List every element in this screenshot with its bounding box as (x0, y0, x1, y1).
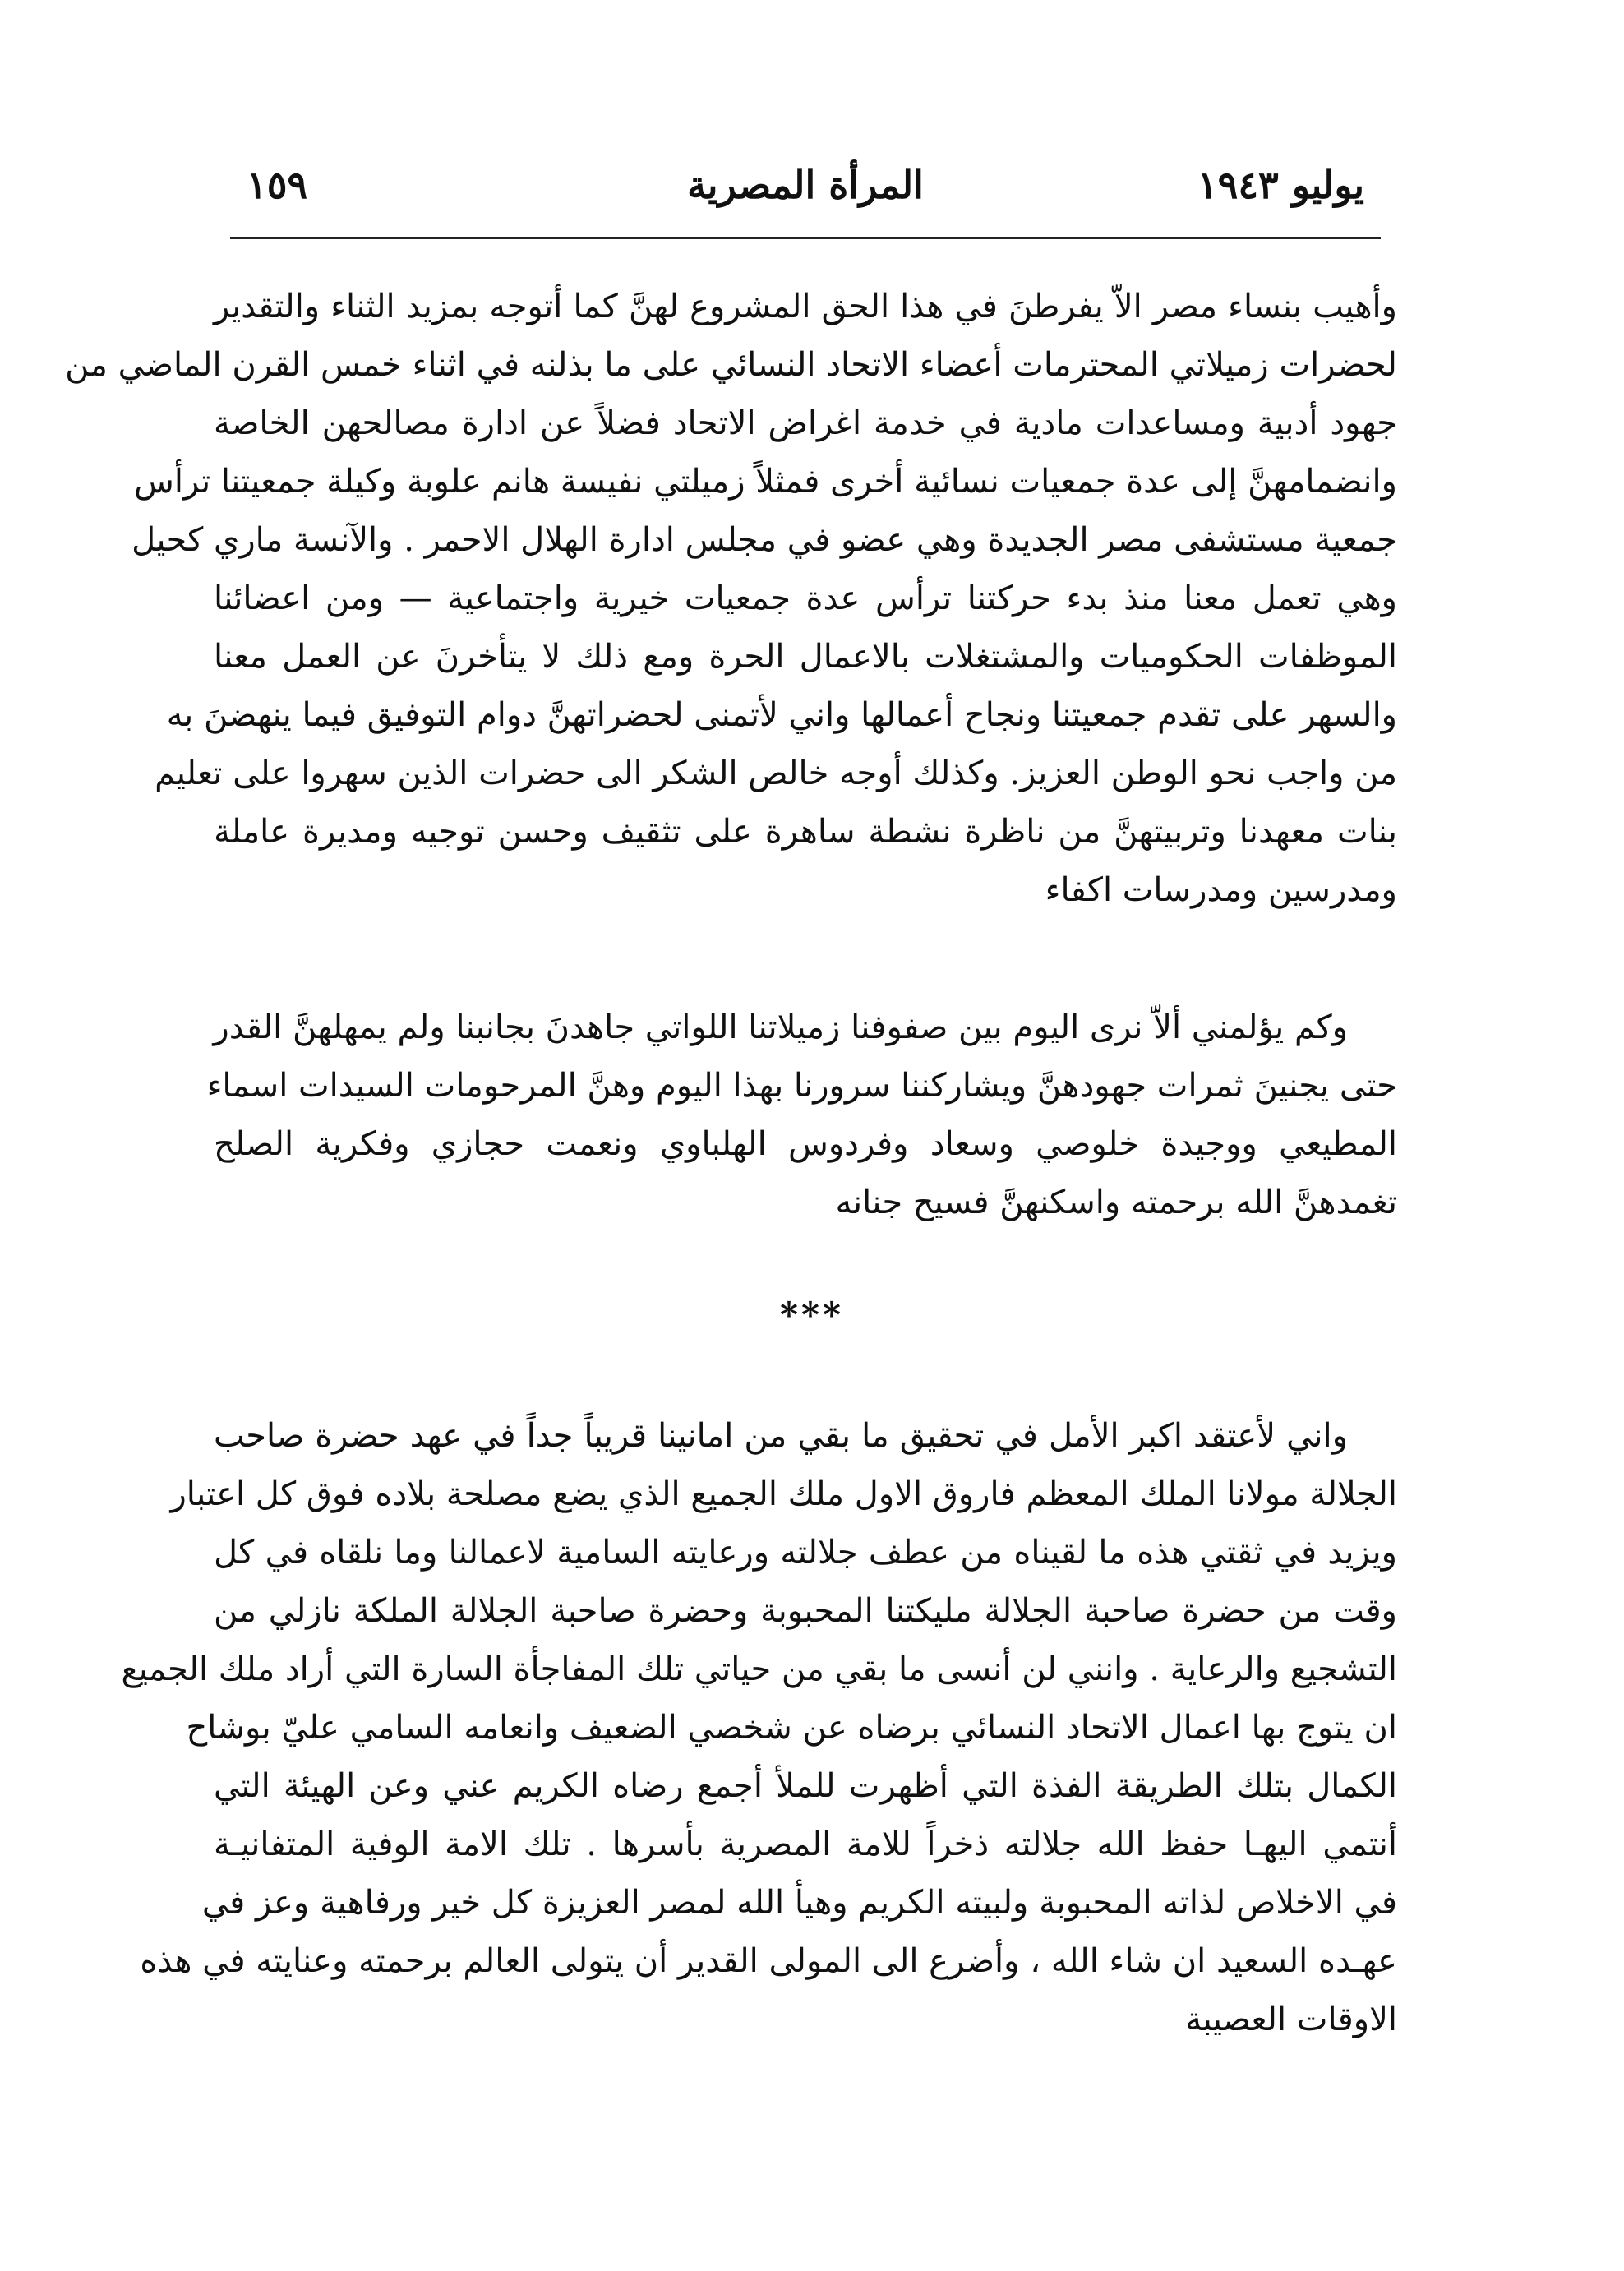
text-line: والسهر على تقدم جمعيتنا ونجاح أعمالها واني لأتمنى لحضراتهنَّ دوام التوفيق فيما ينهضنَ به (166, 696, 1397, 734)
paragraph-3 (121, 1407, 1397, 2049)
text-line: الموظفات الحكوميات والمشتغلات بالاعمال الحرة ومع ذلك لا يتأخرنَ عن العمل معنا (214, 638, 1397, 676)
text-line: عهـده السعيد ان شاء الله ، وأضرع الى المولى القدير أن يتولى العالم برحمته وعنايته في هذه (140, 1942, 1397, 1980)
text-line: بنات معهدنا وتربيتهنَّ من ناظرة نشطة ساهرة على تثقيف وحسن توجيه ومديرة عاملة (214, 813, 1397, 851)
text-line: من واجب نحو الوطن العزيز. وكذلك أوجه خالص الشكر الى حضرات الذين سهروا على تعليم (155, 755, 1397, 792)
issue-date: يوليو ١٩٤٣ (1197, 163, 1364, 207)
text-line: جمعية مستشفى مصر الجديدة وهي عضو في مجلس ادارة الهلال الاحمر . والآنسة ماري كحيل (131, 521, 1397, 559)
text-line: ان يتوج بها اعمال الاتحاد النسائي برضاه عن شخصي الضعيف وانعامه السامي عليّ بوشاح (186, 1709, 1397, 1747)
page-header (230, 163, 1381, 228)
magazine-title: المرأة المصرية (687, 163, 924, 207)
text-line: التشجيع والرعاية . وانني لن أنسى ما بقي من حياتي تلك المفاجأة السارة التي أراد ملك الجميع (121, 1650, 1397, 1688)
paragraph-1 (65, 278, 1397, 920)
text-line: المطيعي ووجيدة خلوصي وسعاد وفردوس الهلباوي ونعمت حجازي وفكرية الصلح (214, 1125, 1397, 1163)
text-line: ومدرسين ومدرسات اكفاء (1045, 871, 1397, 909)
text-line: الجلالة مولانا الملك المعظم فاروق الاول ملك الجميع الذي يضع مصلحة بلاده فوق كل اعتبار (170, 1475, 1397, 1513)
text-line: جهود أدبية ومساعدات مادية في خدمة اغراض الاتحاد فضلاً عن ادارة مصالحهن الخاصة (214, 404, 1397, 442)
text-line: تغمدهنَّ الله برحمته واسكنهنَّ فسيح جنانه (835, 1184, 1397, 1221)
text-line: لحضرات زميلاتي المحترمات أعضاء الاتحاد النسائي على ما بذلنه في اثناء خمس القرن الماضي من (65, 346, 1397, 384)
text-line: وكم يؤلمني ألاّ نرى اليوم بين صفوفنا زميلاتنا اللواتي جاهدنَ بجانبنا ولم يمهلهنَّ القدر (213, 1009, 1348, 1046)
text-line: الاوقات العصيبة (1185, 2001, 1397, 2038)
text-line: حتى يجنينَ ثمرات جهودهنَّ ويشاركننا سرورنا بهذا اليوم وهنَّ المرحومات السيدات اسماء (206, 1067, 1397, 1105)
page-number: ١٥٩ (247, 163, 308, 207)
text-line: وأهيب بنساء مصر الاّ يفرطنَ في هذا الحق المشروع لهنَّ كما أتوجه بمزيد الثناء والتقدير (214, 288, 1397, 325)
text-line: ويزيد في ثقتي هذه ما لقيناه من عطف جلالته ورعايته السامية لاعمالنا وما نلقاه في كل (214, 1534, 1397, 1572)
text-line: واني لأعتقد اكبر الأمل في تحقيق ما بقي من امانينا قريباً جداً في عهد حضرة صاحب (214, 1417, 1348, 1455)
text-line: وهي تعمل معنا منذ بدء حركتنا ترأس عدة جمعيات خيرية واجتماعية — ومن اعضائنا (214, 579, 1397, 617)
text-line: وانضمامهنَّ إلى عدة جمعيات نسائية أخرى فمثلاً زميلتي نفيسة هانم علوبة وكيلة جمعيتنا ترأس (134, 463, 1397, 501)
text-line: أنتمي اليهـا حفظ الله جلالته ذخراً للامة المصرية بأسرها . تلك الامة الوفية المتفانيـة (214, 1826, 1397, 1863)
section-separator: *** (780, 1295, 844, 1335)
text-line: وقت من حضرة صاحبة الجلالة مليكتنا المحبوبة وحضرة صاحبة الجلالة الملكة نازلي من (214, 1592, 1397, 1630)
text-line: في الاخلاص لذاته المحبوبة ولبيته الكريم وهيأ الله لمصر العزيزة كل خير ورفاهية وعز في (201, 1884, 1397, 1922)
text-line: الكمال بتلك الطريقة الفذة التي أظهرت للملأ أجمع رضاه الكريم عني وعن الهيئة التي (214, 1767, 1397, 1805)
header-rule (230, 237, 1381, 239)
paragraph-2 (206, 999, 1397, 1232)
